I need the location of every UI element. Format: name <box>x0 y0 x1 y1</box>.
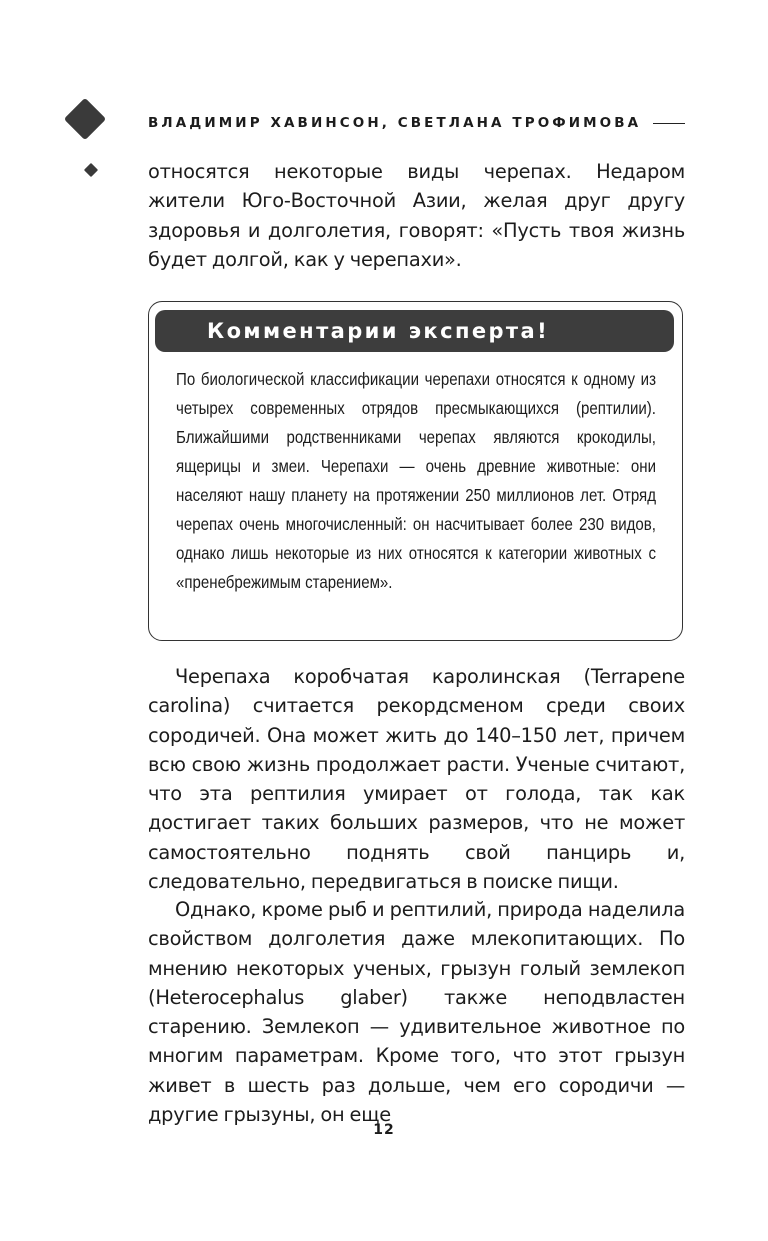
expert-comment-text: По биологической классификации черепахи относятся к одному из четырех современных отрядов пресмыкающихся (рептилии). Ближайшими родственниками черепах являются крокодилы, ящерицы и змеи. Черепахи — очень древние животные: они населяют нашу планету на протяжении 250 миллионов лет. Отряд черепах очень многочисленный: он насчитывает более 230 видов, однако лишь некоторые из них относятся к категории животных с «пренебрежимым старением». <box>176 369 656 592</box>
header-rule <box>653 123 685 124</box>
small-diamond-ornament <box>84 163 98 177</box>
paragraph-1: относятся некоторые виды черепах. Недаром жители Юго-Восточной Азии, желая друг другу здоровья и долголетия, говорят: «Пусть твоя жизнь будет долгой, как у черепахи». <box>148 160 685 271</box>
running-header <box>148 113 685 133</box>
header-authors: ВЛАДИМИР ХАВИНСОН, СВЕТЛАНА ТРОФИМОВА <box>148 115 642 131</box>
expert-comment-title: Комментарии эксперта! <box>207 319 550 343</box>
header-diamond-ornament <box>64 98 106 140</box>
expert-comment-header <box>155 310 674 352</box>
expert-comment-box <box>148 301 683 641</box>
page-number: 12 <box>373 1122 395 1138</box>
paragraph-2: Черепаха коробчатая каролинская (Terrapene carolina) считается рекордсменом среди своих сородичей. Она может жить до 140–150 лет, причем всю свою жизнь продолжает расти. Ученые считают, что эта рептилия умирает от голода, так как достигает таких больших размеров, что не может самостоятельно поднять свой панцирь и, следовательно, передвигаться в поиске пищи. <box>148 665 685 894</box>
paragraph-3: Однако, кроме рыб и рептилий, природа наделила свойством долголетия даже млекопитающих. По мнению некоторых ученых, грызун голый землекоп (Heterocephalus glaber) также неподвластен старению. Землекоп — удивительное животное по многим параметрам. Кроме того, что этот грызун живет в шесть раз дольше, чем его сородичи — другие грызуны, он еще <box>148 898 685 1127</box>
